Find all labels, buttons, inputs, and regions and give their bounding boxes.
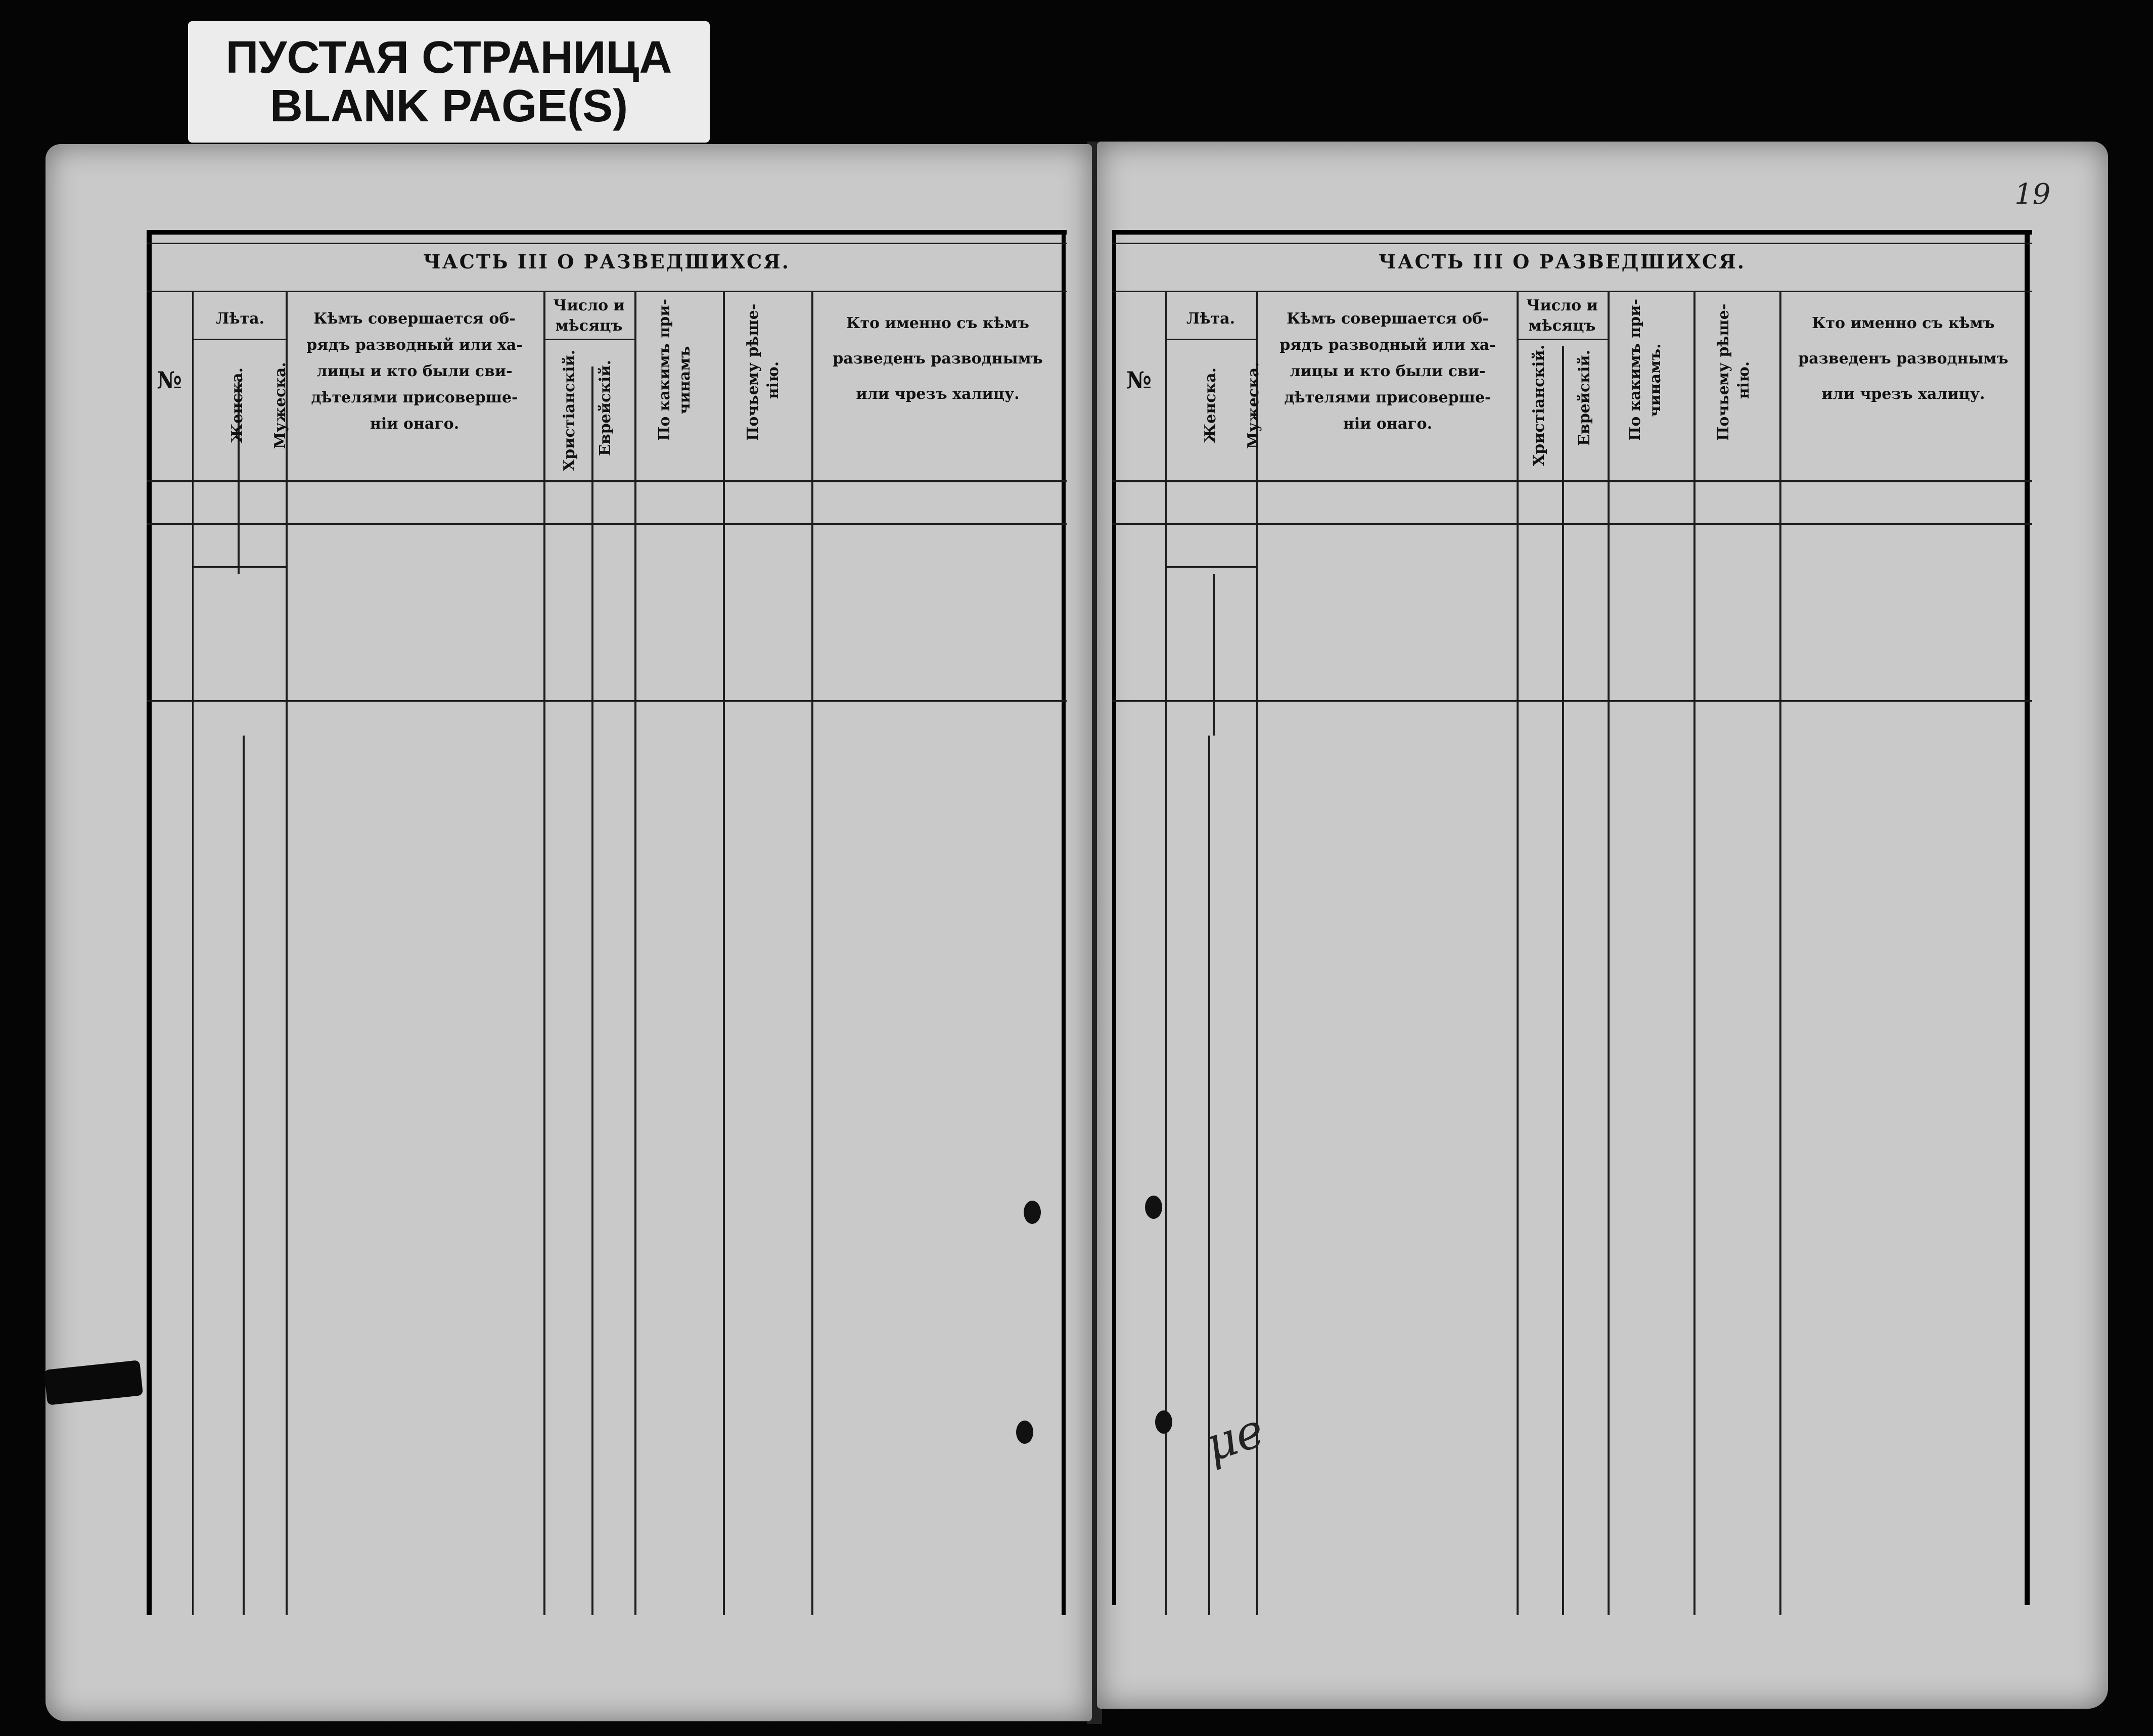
female-header: Женска. (228, 367, 246, 444)
form-title: ЧАСТЬ III О РАЗВЕДШИХСЯ. (423, 250, 790, 273)
years-header: Лѣта. (1186, 310, 1235, 328)
form-title: ЧАСТЬ III О РАЗВЕДШИХСЯ. (1379, 250, 1746, 273)
binding-hole (1155, 1410, 1172, 1434)
blank-page-label (188, 21, 710, 143)
jewish-header: Еврейскiй. (597, 359, 614, 456)
date-header: Число и мѣсяцъ (1526, 297, 1598, 335)
who-performs-header: Кѣмъ совершается об- рядъ разводный или ха- лицы и кто были сви- дѣтелями присоверше- нiи онаго. (306, 310, 523, 433)
who-performs-header: Кѣмъ совершается об- рядъ разводный или ха- лицы и кто были сви- дѣтелями присоверше- нiи онаго. (1279, 310, 1496, 433)
date-header: Число и мѣсяцъ (553, 297, 625, 335)
years-header: Лѣта. (215, 310, 265, 328)
left-form: ЧАСТЬ III О РАЗВЕДШИХСЯ. № Лѣта. Женска. Мужеска. Кѣмъ совершается об- рядъ разводный или ха- лицы и кто были сви- дѣтелями присоверше- нiи онаго. Число и мѣсяцъ Христiанскiй. Еврейскiй. По какимъ при- чинамъ Почьему рѣше- нiю. Кто именно съ кѣмъ разведенъ разводнымъ или чрезъ халицу. (147, 230, 1067, 1625)
who-with-whom-header: Кто именно съ кѣмъ разведенъ разводнымъ или чрезъ халицу. (833, 314, 1043, 403)
who-with-whom-header: Кто именно съ кѣмъ разведенъ разводнымъ или чрезъ халицу. (1798, 314, 2008, 403)
binding-hole (1024, 1201, 1041, 1224)
handwritten-note: μe (1199, 1402, 1270, 1473)
number-sign: № (157, 367, 182, 394)
binding-hole (1016, 1421, 1033, 1444)
number-sign: № (1126, 367, 1152, 394)
male-header: Мужеска. (271, 362, 289, 449)
label-line-en: BLANK PAGE(S) (269, 81, 628, 131)
jewish-header: Еврейскiй. (1576, 349, 1593, 446)
binding-hole (1145, 1196, 1162, 1219)
christian-header: Христiанскiй. (561, 349, 578, 471)
female-header: Женска. (1202, 367, 1219, 444)
right-form: ЧАСТЬ III О РАЗВЕДШИХСЯ. № Лѣта. Женска. Мужеска. Кѣмъ совершается об- рядъ разводный или ха- лицы и кто были сви- дѣтелями присоверше- нiи онаго. Число и мѣсяцъ Христiанскiй. Еврейскiй. По какимъ при- чинамъ. Почьему рѣше- нiю. Кто именно съ кѣмъ разведенъ разводнымъ или чрезъ халицу. (1112, 230, 2032, 1625)
page-number: 19 (2014, 178, 2051, 211)
label-line-ru: ПУСТАЯ СТРАНИЦА (225, 32, 672, 83)
christian-header: Христiанскiй. (1530, 344, 1548, 466)
male-header: Мужеска. (1245, 362, 1262, 449)
